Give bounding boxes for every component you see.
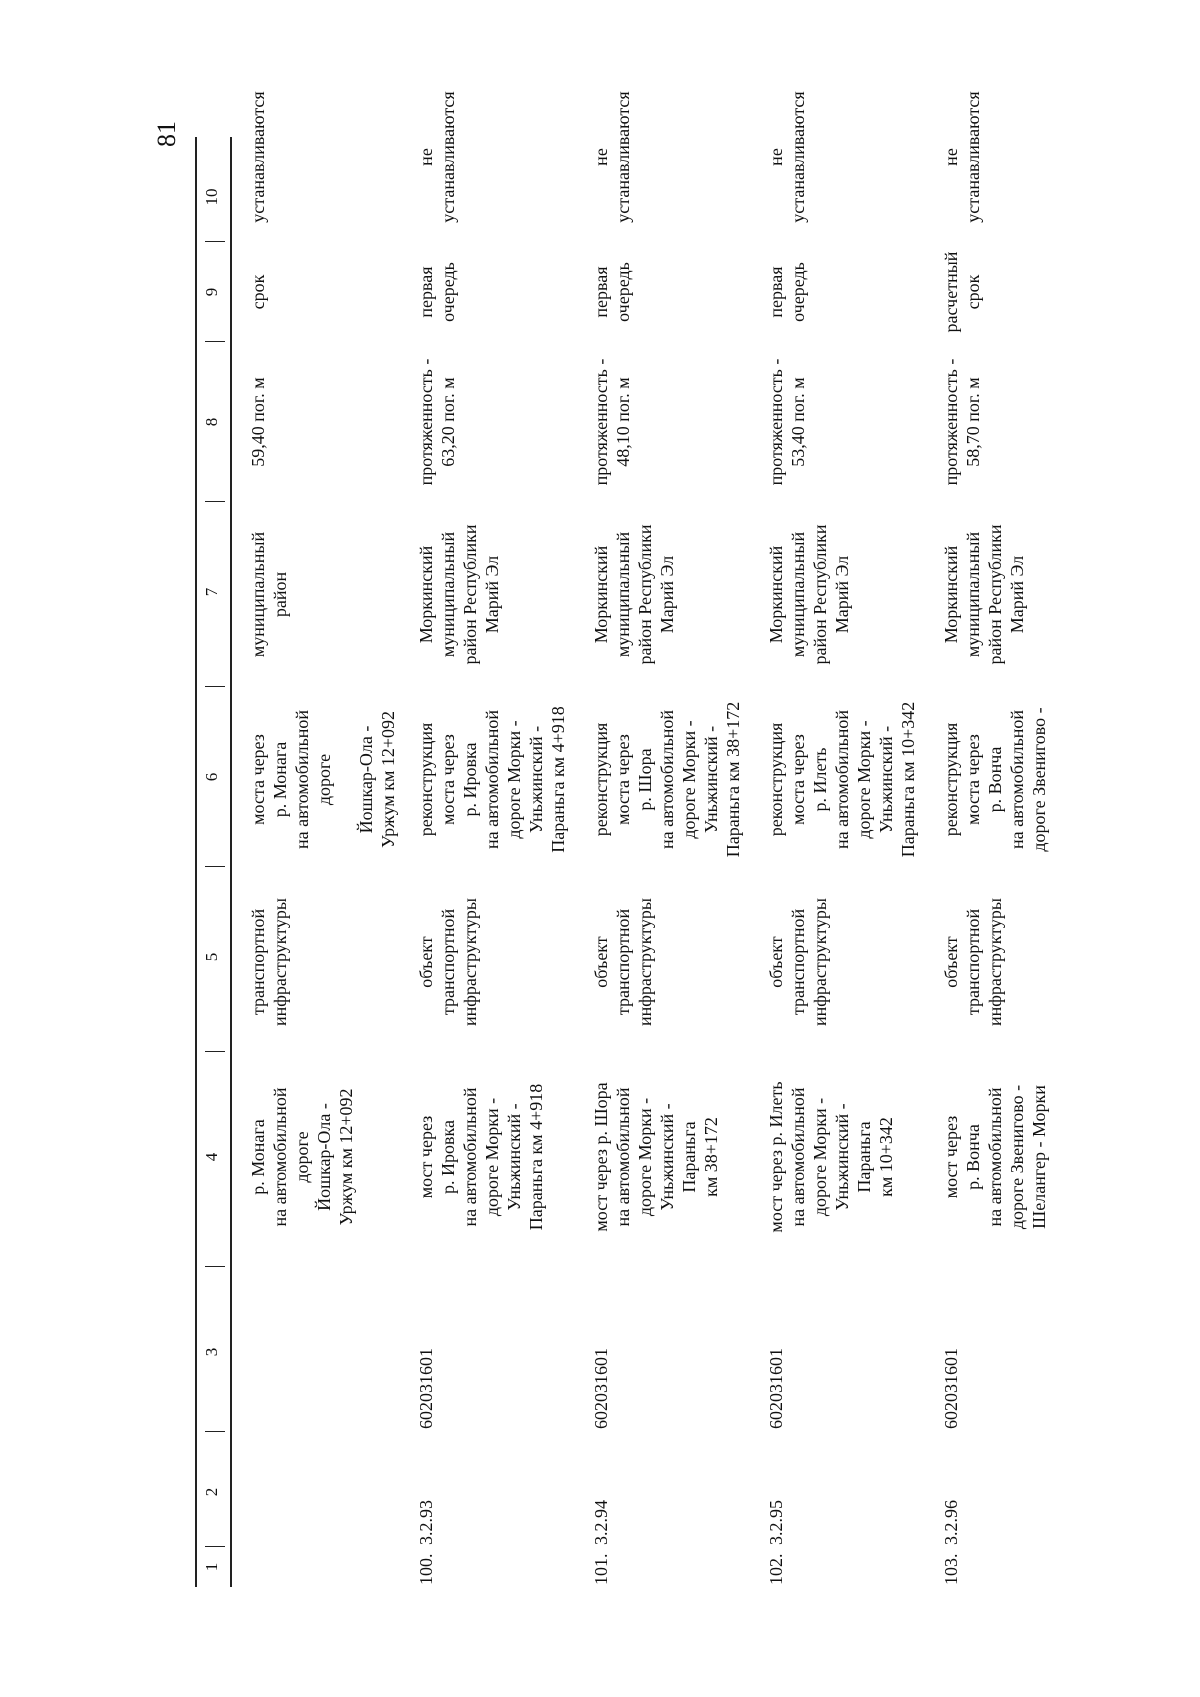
zone-status: не устанавливаются	[766, 91, 808, 223]
measure-description: реконструкция моста через р. Ировка на автомобильной дороге Морки - Уньжинский - Параньга км 4+918	[416, 706, 568, 853]
zone-status: не устанавливаются	[591, 91, 633, 223]
oktmo-code: 602031601	[766, 1348, 786, 1429]
column-number: 9	[202, 287, 221, 297]
location: Моркинский муниципальный район Республики Марий Эл	[941, 524, 1027, 665]
column-number: 4	[202, 1152, 221, 1162]
row-code: 3.2.95	[766, 1500, 786, 1545]
oktmo-code: 602031601	[941, 1348, 961, 1429]
location: Моркинский муниципальный район Республики Марий Эл	[416, 524, 502, 665]
object-description: р. Монага на автомобильной дороге Йошкар-Ола - Уржум км 12+092	[248, 1087, 356, 1227]
characteristics: протяженность - 58,70 пог. м	[941, 358, 983, 486]
location: муниципальный район	[248, 531, 290, 658]
characteristics: протяженность - 63,20 пог. м	[416, 358, 458, 486]
measure-description-end: Йошкар-Ола - Уржум км 12+092	[356, 710, 398, 849]
oktmo-code: 602031601	[416, 1348, 436, 1429]
column-separator	[205, 1266, 225, 1267]
column-separator	[205, 1431, 225, 1432]
implementation-period: первая очередь	[766, 262, 808, 322]
column-separator	[205, 501, 225, 502]
column-number: 1	[202, 1562, 221, 1572]
measure-description: реконструкция моста через р. Илеть на автомобильной дороге Морки - Уньжинский - Параньга км 10+342	[766, 701, 918, 858]
column-number: 8	[202, 417, 221, 427]
object-type: объект транспортной инфраструктуры	[766, 898, 830, 1026]
measure-description: реконструкция моста через р. Шора на автомобильной дороге Морки - Уньжинский - Параньга км 38+172	[591, 701, 743, 858]
column-separator	[205, 1051, 225, 1052]
implementation-period: первая очередь	[591, 262, 633, 322]
object-type: объект транспортной инфраструктуры	[416, 898, 480, 1026]
oktmo-code: 602031601	[591, 1348, 611, 1429]
column-number: 6	[202, 772, 221, 782]
measure-description: моста через р. Монага на автомобильной дороге	[248, 709, 334, 850]
column-number: 7	[202, 587, 221, 597]
implementation-period: срок	[248, 274, 268, 310]
row-number: 102.	[766, 1553, 786, 1585]
object-description: мост через р. Шора на автомобильной дороге Морки - Уньжинский - Параньга км 38+172	[591, 1082, 721, 1232]
implementation-period: расчетный срок	[941, 251, 983, 333]
characteristics: протяженность - 48,10 пог. м	[591, 358, 633, 486]
column-separator	[205, 686, 225, 687]
row-number: 101.	[591, 1553, 611, 1585]
page-number: 81	[152, 121, 181, 147]
zone-status: не устанавливаются	[416, 91, 458, 223]
characteristics: 59,40 пог. м	[248, 377, 268, 467]
column-number: 2	[202, 1487, 221, 1497]
object-description: мост через р. Вонча на автомобильной дороге Звенигово - Шелангер - Морки	[941, 1084, 1049, 1230]
object-type: объект транспортной инфраструктуры	[591, 898, 655, 1026]
location: Моркинский муниципальный район Республики Марий Эл	[766, 524, 852, 665]
column-separator	[205, 341, 225, 342]
row-number: 100.	[416, 1553, 436, 1585]
column-number: 3	[202, 1347, 221, 1357]
object-type: объект транспортной инфраструктуры	[941, 898, 1005, 1026]
column-number: 5	[202, 952, 221, 962]
object-description: мост через р. Ировка на автомобильной дороге Морки - Уньжинский - Параньга км 4+918	[416, 1083, 546, 1231]
column-separator	[205, 241, 225, 242]
zone-status: устанавливаются	[248, 91, 268, 223]
table-top-border	[195, 137, 197, 1587]
implementation-period: первая очередь	[416, 262, 458, 322]
object-type: транспортной инфраструктуры	[248, 898, 290, 1026]
row-code: 3.2.94	[591, 1500, 611, 1545]
object-description: мост через р. Илеть на автомобильной дороге Морки - Уньжинский - Параньга км 10+342	[766, 1081, 896, 1233]
row-code: 3.2.96	[941, 1500, 961, 1545]
table-header-border	[230, 137, 232, 1587]
zone-status: не устанавливаются	[941, 91, 983, 223]
column-separator	[205, 866, 225, 867]
row-number: 103.	[941, 1553, 961, 1585]
measure-description: реконструкция моста через р. Вонча на автомобильной дороге Звенигово -	[941, 707, 1049, 852]
column-number: 10	[202, 188, 221, 206]
characteristics: протяженность - 53,40 пог. м	[766, 358, 808, 486]
row-code: 3.2.93	[416, 1500, 436, 1545]
location: Моркинский муниципальный район Республики Марий Эл	[591, 524, 677, 665]
